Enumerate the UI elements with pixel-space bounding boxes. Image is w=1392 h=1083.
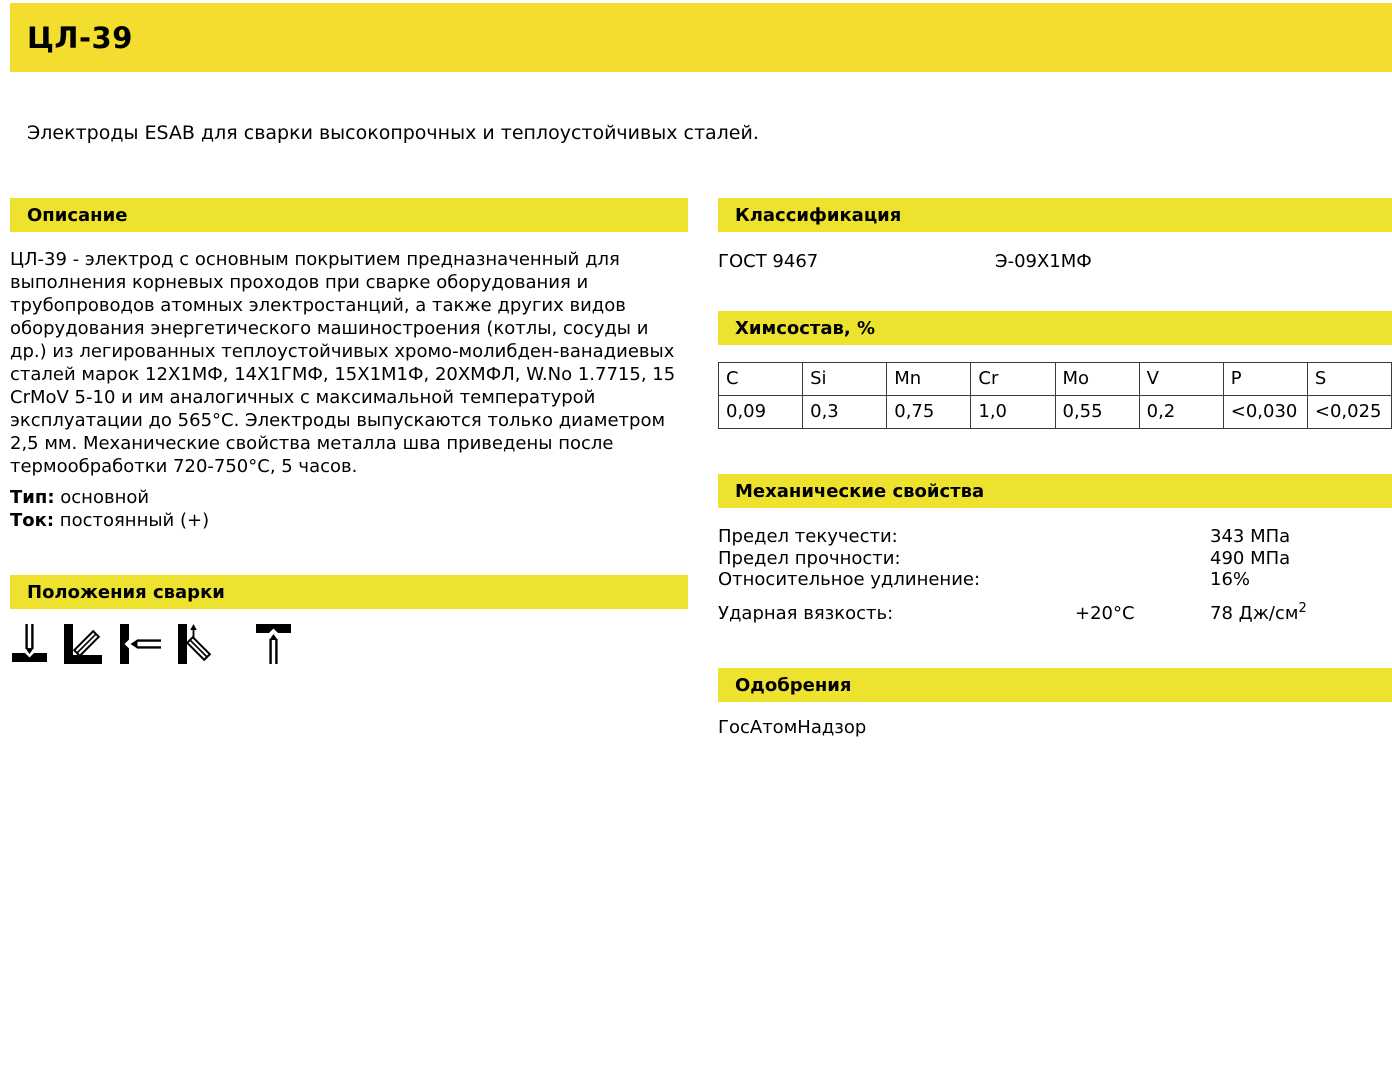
property-value: 343 МПа	[1210, 526, 1291, 547]
mechanical-row	[718, 569, 1392, 591]
type-row	[10, 486, 688, 509]
property-value: 490 МПа	[1210, 547, 1291, 569]
welding-positions-icons	[10, 624, 688, 664]
mechanical-row	[718, 600, 1392, 625]
chem-col-header: Si	[803, 363, 887, 396]
weld-position-horizontal-icon	[120, 624, 162, 664]
page-header	[10, 3, 1392, 72]
mechanical-properties	[718, 526, 1392, 624]
chem-value: 0,3	[803, 396, 887, 429]
mechanical-row	[718, 526, 1392, 548]
property-condition: +20°C	[1075, 602, 1135, 624]
right-column	[718, 198, 1392, 738]
chem-col-header: S	[1307, 363, 1391, 396]
section-header-welding-positions	[10, 575, 688, 609]
mechanical-row	[718, 548, 1392, 570]
chem-col-header: Mo	[1055, 363, 1139, 396]
weld-position-overhead-icon	[256, 624, 292, 664]
chem-col-header: V	[1139, 363, 1223, 396]
page-title: ЦЛ-39	[27, 20, 133, 55]
property-value	[1210, 600, 1307, 625]
classification-standard: ГОСТ 9467	[718, 251, 819, 272]
property-condition	[1075, 526, 1210, 548]
property-value-superscript: 2	[1298, 600, 1307, 616]
section-title: Классификация	[735, 204, 902, 226]
section-header-approvals	[718, 668, 1392, 702]
section-header-classification	[718, 198, 1392, 232]
property-label: Предел текучести:	[718, 526, 898, 547]
weld-position-vertical-up-icon	[178, 624, 216, 664]
chem-value: <0,030	[1223, 396, 1307, 429]
section-header-description	[10, 198, 688, 232]
current-label: Ток:	[10, 510, 55, 531]
property-value: 16%	[1210, 569, 1251, 590]
chem-col-header: Mn	[887, 363, 971, 396]
chem-col-header: P	[1223, 363, 1307, 396]
section-title: Описание	[27, 204, 128, 226]
section-title: Механические свойства	[735, 480, 985, 502]
section-header-chemistry	[718, 311, 1392, 345]
property-condition	[1075, 569, 1210, 591]
chemistry-header-row	[719, 363, 1392, 396]
classification-grade: Э-09Х1МФ	[995, 251, 1092, 272]
chem-value: <0,025	[1307, 396, 1391, 429]
classification-row	[718, 251, 1392, 273]
chemistry-values-row	[719, 396, 1392, 429]
chem-value: 1,0	[971, 396, 1055, 429]
current-row	[10, 509, 688, 532]
property-label: Относительное удлинение:	[718, 569, 981, 590]
chemistry-table	[718, 362, 1392, 429]
chem-col-header: Cr	[971, 363, 1055, 396]
property-label: Предел прочности:	[718, 547, 901, 569]
chem-value: 0,2	[1139, 396, 1223, 429]
description-text: ЦЛ-39 - электрод с основным покрытием предназначенный для выполнения корневых проходов при сварке оборудования и трубопроводов атомных электростанций, а также других видов оборудования энергетического машиностроения (котлы, сосуды и др.) из легированных теплоустойчивых хромо-молибден-ванадиевых сталей марок 12Х1МФ, 14Х1ГМФ, 15Х1М1Ф, 20ХМФЛ, W.No 1.7715, 15 CrMoV 5-10 и им аналогичных с максимальной температурой эксплуатации до 565°С. Электроды выпускаются только диаметром 2,5 мм. Механические свойства металла шва приведены после термообработки 720-750°С, 5 часов.	[10, 249, 676, 477]
property-value-main: 78 Дж/см	[1210, 602, 1299, 624]
datasheet-page	[0, 3, 1392, 738]
weld-position-flat-icon	[12, 624, 48, 664]
left-column	[10, 198, 688, 738]
section-title: Химсостав, %	[735, 317, 876, 339]
current-value: постоянный (+)	[59, 510, 210, 531]
electrode-attributes	[10, 486, 688, 532]
weld-position-fillet-icon	[64, 624, 104, 664]
chem-col-header: C	[719, 363, 803, 396]
approval-item: ГосАтомНадзор	[718, 717, 867, 738]
type-label: Тип:	[10, 487, 55, 508]
page-subtitle: Электроды ESAB для сварки высокопрочных и теплоустойчивых сталей.	[27, 122, 759, 144]
content-columns	[0, 198, 1392, 738]
section-title: Положения сварки	[27, 581, 225, 603]
chem-value: 0,75	[887, 396, 971, 429]
chem-value: 0,55	[1055, 396, 1139, 429]
property-label: Ударная вязкость:	[718, 602, 894, 624]
type-value: основной	[60, 487, 150, 508]
chem-value: 0,09	[719, 396, 803, 429]
section-title: Одобрения	[735, 674, 852, 696]
property-condition	[1075, 548, 1210, 570]
section-header-mechanical	[718, 474, 1392, 508]
